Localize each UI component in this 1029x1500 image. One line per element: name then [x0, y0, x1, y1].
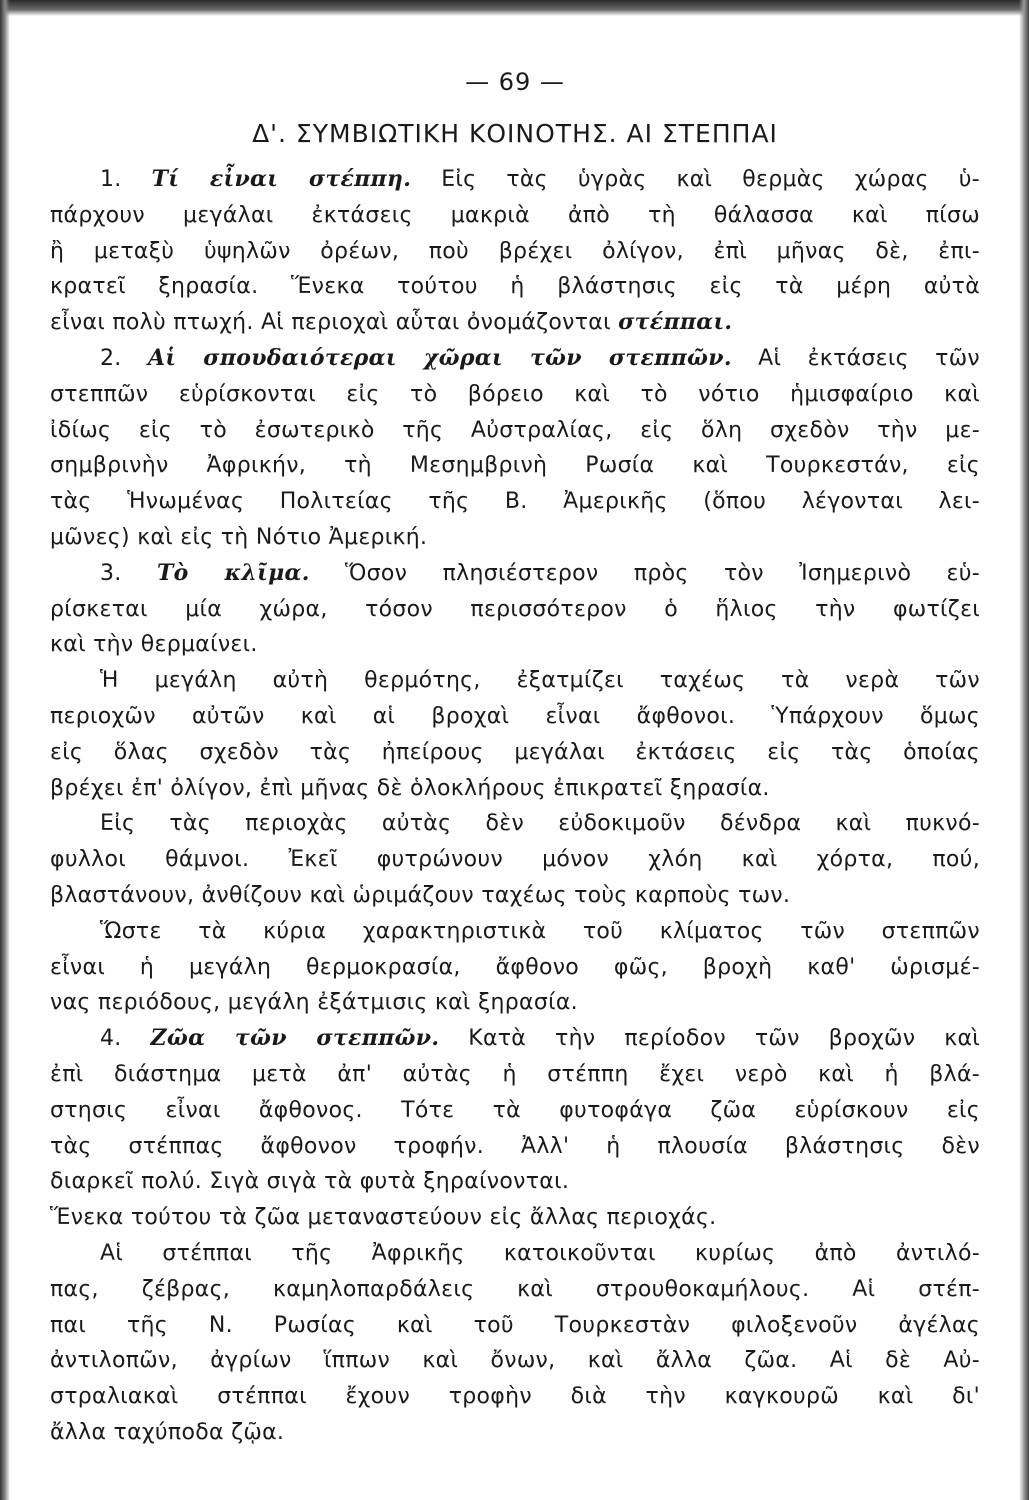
text-line: βρέχει ἐπ' ὀλίγον, ἐπὶ μῆνας δὲ ὁλοκλήρους ἐπικρατεῖ ξηρασία. [50, 775, 770, 801]
text-line: νας περιόδους, μεγάλη ἐξάτμισις καὶ ξηρασία. [50, 990, 578, 1016]
defined-term: στέππαι. [618, 309, 733, 336]
text-line: Ἡ μεγάλη αὐτὴ θερμότης, ἐξατμίζει ταχέως τὰ νερὰ τῶν [100, 668, 980, 694]
text-line: τὰς Ἡνωμένας Πολιτείας τῆς Β. Ἀμερικῆς (ὅπου λέγονται λει- [50, 489, 980, 515]
text-line: ἀντιλοπῶν, ἀγρίων ἵππων καὶ ὄνων, καὶ ἄλλα ζῶα. Αἱ δὲ Αὐ- [50, 1348, 980, 1374]
section-title: Ζῶα τῶν στεππῶν. [150, 1025, 440, 1052]
text-line: πάρχουν μεγάλαι ἐκτάσεις μακριὰ ἀπὸ τὴ θάλασσα καὶ πίσω [50, 202, 980, 228]
text-line: ρίσκεται μία χώρα, τόσον περισσότερον ὁ ἥλιος τὴν φωτίζει [50, 596, 980, 622]
page-number: — 69 — [465, 68, 565, 96]
text-run: εἶναι πολὺ πτωχή. Αἱ περιοχαὶ αὗται ὀνομάζονται [50, 310, 611, 336]
text-line [50, 305, 980, 341]
section-4-line [50, 1021, 980, 1057]
scan-top-edge [0, 0, 1029, 16]
text-line: κρατεῖ ξηρασία. Ἕνεκα τούτου ἡ βλάστησις εἰς τὰ μέρη αὐτὰ [50, 274, 980, 300]
text-run: Εἰς τὰς ὑγρὰς καὶ θερμὰς χώρας ὑ- [441, 167, 980, 192]
text-line: Αἱ στέππαι τῆς Ἀφρικῆς κατοικοῦνται κυρίως ἀπὸ ἀντιλό- [100, 1240, 980, 1266]
text-line: φυλλοι θάμνοι. Ἐκεῖ φυτρώνουν μόνον χλόη καὶ χόρτα, πού, [50, 847, 980, 873]
text-line: ἰδίως εἰς τὸ ἐσωτερικὸ τῆς Αὐστραλίας, εἰς ὅλη σχεδὸν τὴν με- [50, 417, 980, 443]
page-body [50, 162, 980, 1451]
section-1-line [50, 162, 980, 198]
text-line: στησις εἶναι ἄφθονος. Τότε τὰ φυτοφάγα ζῶα εὑρίσκουν εἰς [50, 1097, 980, 1123]
section-number: 3. [100, 560, 122, 586]
text-run: Κατὰ τὴν περίοδον τῶν βροχῶν καὶ [468, 1026, 981, 1052]
scan-right-edge [1019, 0, 1029, 1500]
text-line: ἢ μεταξὺ ὑψηλῶν ὀρέων, ποὺ βρέχει ὀλίγον, ἐπὶ μῆνας δὲ, ἐπι- [50, 238, 980, 264]
text-line: Ἕνεκα τούτου τὰ ζῶα μεταναστεύουν εἰς ἄλλας περιοχάς. [50, 1205, 717, 1231]
text-line: Ὥστε τὰ κύρια χαρακτηριστικὰ τοῦ κλίματος τῶν στεππῶν [100, 918, 980, 944]
text-line: εἶναι ἡ μεγάλη θερμοκρασία, ἄφθονο φῶς, βροχὴ καθ' ὡρισμέ- [50, 954, 980, 980]
section-title: Τὸ κλῖμα. [156, 559, 310, 586]
text-line: πας, ζέβρας, καμηλοπαρδάλεις καὶ στρουθοκαμήλους. Αἱ στέπ- [50, 1276, 980, 1302]
text-line: βλαστάνουν, ἀνθίζουν καὶ ὡριμάζουν ταχέως τοὺς καρποὺς των. [50, 882, 791, 908]
scan-left-edge [0, 0, 10, 1500]
book-page [50, 62, 980, 1451]
text-line: μῶνες) καὶ εἰς τὴ Νότιο Ἀμερική. [50, 524, 428, 550]
text-line: ἐπὶ διάστημα μετὰ ἀπ' αὐτὰς ἡ στέππη ἔχει νερὸ καὶ ἡ βλά- [50, 1061, 980, 1087]
text-line: σημβρινὴν Ἀφρικήν, τὴ Μεσημβρινὴ Ρωσία καὶ Τουρκεστάν, εἰς [50, 453, 980, 479]
text-line: διαρκεῖ πολύ. Σιγὰ σιγὰ τὰ φυτὰ ξηραίνονται. [50, 1169, 570, 1195]
text-line: παι τῆς Ν. Ρωσίας καὶ τοῦ Τουρκεστὰν φιλοξενοῦν ἀγέλας [50, 1312, 980, 1338]
section-title: Τί εἶναι στέππη. [151, 166, 412, 192]
text-line: Εἰς τὰς περιοχὰς αὐτὰς δὲν εὐδοκιμοῦν δένδρα καὶ πυκνό- [100, 811, 980, 837]
text-line: στραλιακαὶ στέππαι ἔχουν τροφὴν διὰ τὴν καγκουρῶ καὶ δι' [50, 1384, 980, 1410]
chapter-heading: Δ'. ΣΥΜΒΙΩΤΙΚΗ ΚΟΙΝΟΤΗΣ. ΑΙ ΣΤΕΠΠΑΙ [252, 119, 778, 148]
text-line: περιοχῶν αὐτῶν καὶ αἱ βροχαὶ εἶναι ἄφθονοι. Ὑπάρχουν ὅμως [50, 703, 980, 729]
section-number: 4. [100, 1026, 122, 1052]
text-line: καὶ τὴν θερμαίνει. [50, 632, 258, 658]
section-3-line [50, 556, 980, 592]
text-line: τὰς στέππας ἄφθονον τροφήν. Ἀλλ' ἡ πλουσία βλάστησις δὲν [50, 1133, 980, 1159]
text-run: Ὅσον πλησιέστερον πρὸς τὸν Ἰσημερινὸ εὑ- [345, 560, 981, 586]
section-title: Αἱ σπουδαιότεραι χῶραι τῶν στεππῶν. [147, 344, 732, 371]
section-number: 2. [100, 345, 122, 371]
text-line: ἄλλα ταχύποδα ζῷα. [50, 1419, 285, 1445]
section-2-line [50, 341, 980, 377]
text-line: εἰς ὅλας σχεδὸν τὰς ἠπείρους μεγάλαι ἐκτάσεις εἰς τὰς ὁποίας [50, 739, 980, 765]
section-number: 1. [100, 167, 122, 192]
text-run: Αἱ ἐκτάσεις τῶν [758, 345, 981, 371]
text-line: στεππῶν εὑρίσκονται εἰς τὸ βόρειο καὶ τὸ νότιο ἡμισφαίριο καὶ [50, 381, 980, 407]
